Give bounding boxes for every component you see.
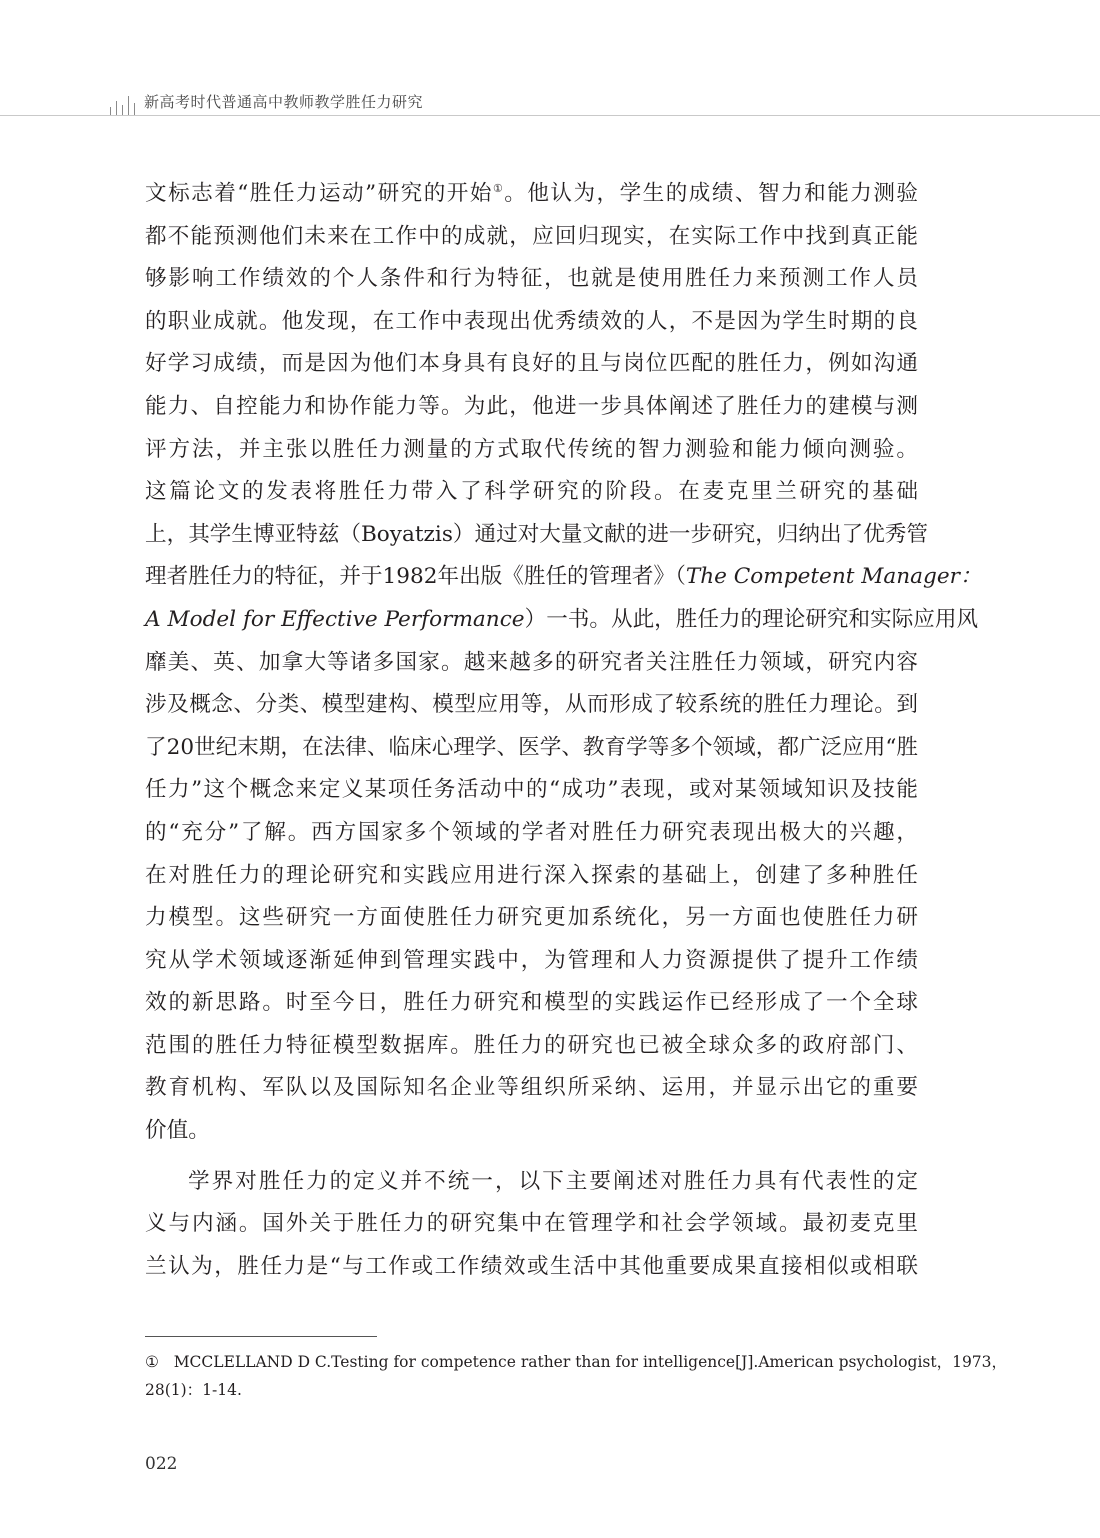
text-line: 好学习成绩，而是因为他们本身具有良好的且与岗位匹配的胜任力，例如沟通 (145, 351, 918, 377)
text-line: 范围的胜任力特征模型数据库。胜任力的研究也已被全球众多的政府部门、 (145, 1032, 918, 1058)
text-line: 理者胜任力的特征，并于1982年出版《胜任的管理者》（The Competent Manager： (145, 564, 982, 590)
footnote (145, 1348, 1008, 1404)
paragraph-1 (145, 173, 982, 1153)
page-number: 022 (145, 1454, 178, 1474)
text-line: 价值。 (145, 1118, 210, 1144)
text-line: 学界对胜任力的定义并不统一，以下主要阐述对胜任力具有代表性的定 (188, 1168, 918, 1194)
running-head (0, 84, 1100, 116)
text-line: 够影响工作绩效的个人条件和行为特征，也就是使用胜任力来预测工作人员 (145, 266, 918, 292)
text-line: 能力、自控能力和协作能力等。为此，他进一步具体阐述了胜任力的建模与测 (145, 393, 918, 419)
footnote-line: 28(1)：1-14. (145, 1381, 242, 1399)
text-line: 力模型。这些研究一方面使胜任力研究更加系统化，另一方面也使胜任力研 (145, 905, 918, 931)
text-line: 上，其学生博亚特兹（Boyatzis）通过对大量文献的进一步研究，归纳出了优秀管 (145, 521, 928, 547)
book-title-english: The Competent Manager： (685, 564, 982, 590)
header-rule (0, 115, 1100, 116)
paragraph-2 (145, 1161, 918, 1289)
running-head-title: 新高考时代普通高中教师教学胜任力研究 (144, 93, 424, 111)
text-line: 教育机构、军队以及国际知名企业等组织所采纳、运用，并显示出它的重要 (145, 1075, 918, 1101)
footnote-reference[interactable]: ① (492, 181, 505, 195)
footnote-rule (145, 1336, 377, 1337)
header-ornament-icon (108, 96, 138, 115)
text-line: 都不能预测他们未来在工作中的成就，应回归现实，在实际工作中找到真正能 (145, 223, 918, 249)
text-line: 兰认为，胜任力是“与工作或工作绩效或生活中其他重要成果直接相似或相联 (145, 1253, 918, 1279)
text-line: 这篇论文的发表将胜任力带入了科学研究的阶段。在麦克里兰研究的基础 (145, 479, 918, 505)
text-line: 评方法，并主张以胜任力测量的方式取代传统的智力测验和能力倾向测验。 (145, 436, 918, 462)
text-line: A Model for Effective Performance）一书。从此，胜任力的理论研究和实际应用风 (145, 606, 979, 632)
body-text (145, 173, 982, 1288)
text-line: 的“充分”了解。西方国家多个领域的学者对胜任力研究表现出极大的兴趣， (145, 819, 918, 845)
footnote-marker: ① (145, 1353, 159, 1371)
book-title-english-cont: A Model for Effective Performance (145, 606, 525, 632)
footnote-line (145, 1348, 1008, 1376)
text-line: 效的新思路。时至今日，胜任力研究和模型的实践运作已经形成了一个全球 (145, 990, 918, 1016)
text-line: 任力”这个概念来定义某项任务活动中的“成功”表现，或对某领域知识及技能 (145, 777, 918, 803)
text-line: 了20世纪末期，在法律、临床心理学、医学、教育学等多个领域，都广泛应用“胜 (145, 734, 918, 760)
text-line: 靡美、英、加拿大等诸多国家。越来越多的研究者关注胜任力领域，研究内容 (145, 649, 918, 675)
text-line: 文标志着“胜任力运动”研究的开始①。他认为，学生的成绩、智力和能力测验 (145, 181, 918, 206)
footnote-text: MCCLELLAND D C.Testing for competence rather than for intelligence[J].American psychologist，1973， (173, 1353, 1008, 1371)
text-line: 在对胜任力的理论研究和实践应用进行深入探索的基础上，创建了多种胜任 (145, 862, 918, 888)
text-line: 涉及概念、分类、模型建构、模型应用等，从而形成了较系统的胜任力理论。到 (145, 692, 918, 718)
text-line: 究从学术领域逐渐延伸到管理实践中，为管理和人力资源提供了提升工作绩 (145, 947, 918, 973)
text-line: 的职业成就。他发现，在工作中表现出优秀绩效的人，不是因为学生时期的良 (145, 308, 918, 334)
text-line: 义与内涵。国外关于胜任力的研究集中在管理学和社会学领域。最初麦克里 (145, 1211, 918, 1237)
